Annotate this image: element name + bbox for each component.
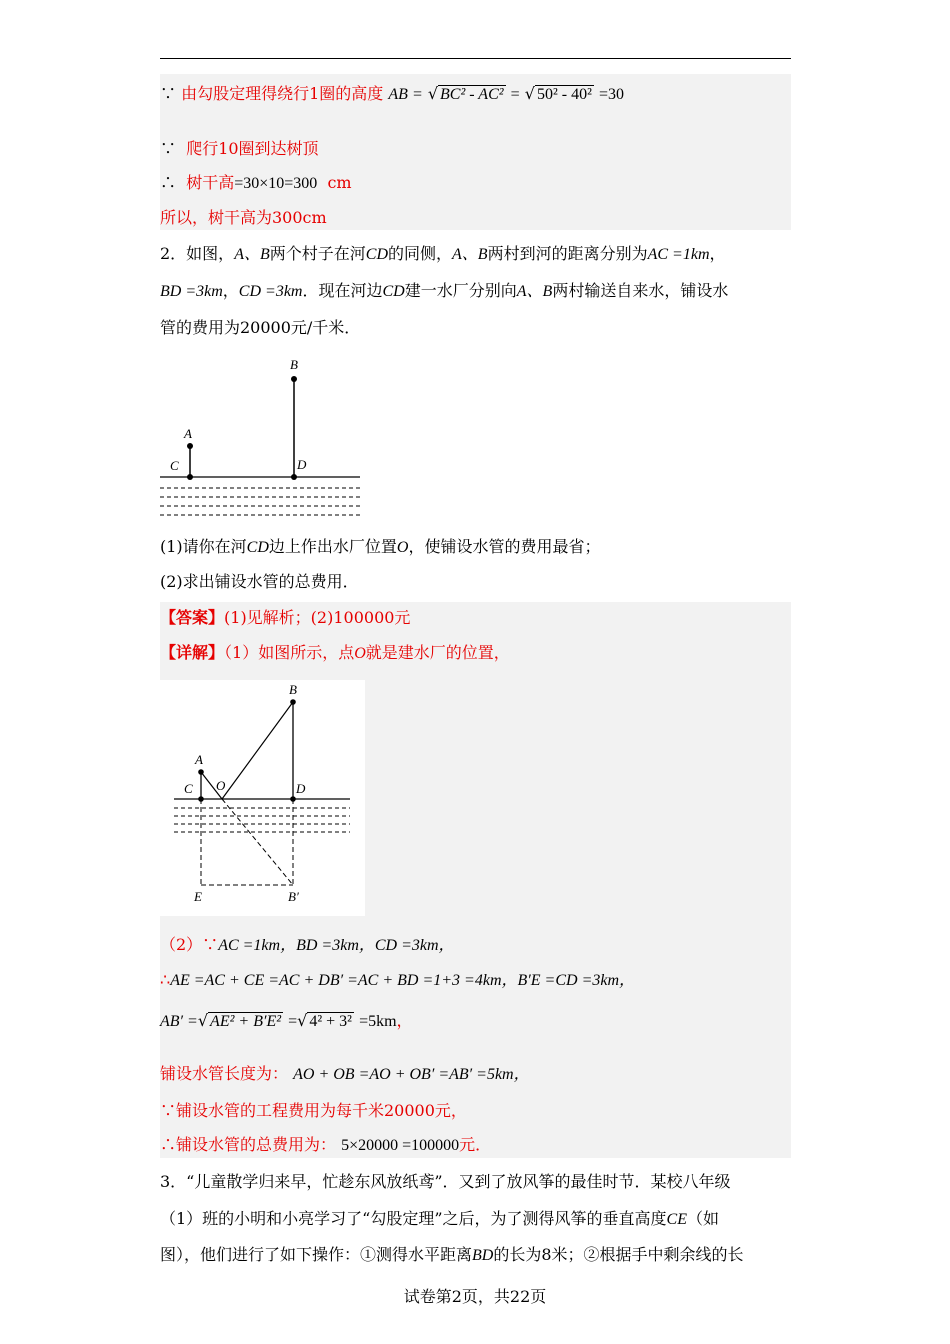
- fig1-label-a: A: [184, 426, 192, 441]
- solution-line-1: ∵ 由勾股定理得绕行1圈的高度 AB = √ BC² - AC² = √ 50² - 40² =30: [160, 84, 624, 103]
- fig2-label-e: E: [194, 889, 202, 904]
- answer-line: 【答案】(1)见解析；(2)100000元: [160, 608, 411, 627]
- fig2-label-c: C: [184, 781, 193, 796]
- figure-2: [160, 680, 365, 916]
- question-1: (1)请你在河CD边上作出水厂位置O，使铺设水管的费用最省；: [160, 537, 601, 556]
- solution-line-4: 所以，树干高为300cm: [160, 208, 327, 227]
- figure-1: [155, 352, 365, 522]
- step-4: 铺设水管长度为： AO + OB =AO + OB′ =AB′ =5km，: [160, 1064, 530, 1083]
- fig2-label-o: O: [216, 778, 226, 793]
- fig1-label-b: B: [290, 357, 298, 372]
- page-footer: 试卷第2页，共22页: [403, 1287, 547, 1306]
- fig2-label-bprime: B′: [288, 889, 299, 904]
- solution-line-3: ∴ 树干高=30×10=300 cm: [160, 173, 352, 192]
- step-5: ∵铺设水管的工程费用为每千米20000元，: [160, 1101, 467, 1120]
- problem3-line-2: （1）班的小明和小亮学习了“勾股定理”之后，为了测得风筝的垂直高度CE（如: [160, 1209, 720, 1228]
- problem3-line-1: 3．“儿童散学归来早，忙趁东风放纸鸢”．又到了放风筝的最佳时节．某校八年级: [160, 1172, 731, 1191]
- step-1: （2）∵AC =1km，BD =3km，CD =3km，: [160, 935, 455, 954]
- fig2-label-d: D: [296, 781, 306, 796]
- step-6: ∴铺设水管的总费用为： 5×20000 =100000元．: [160, 1135, 492, 1154]
- step-3: AB′ =√ AE² + B′E² =√ 4² + 3² =5km，: [160, 1011, 413, 1030]
- fig1-label-d: D: [297, 457, 307, 472]
- header-rule: [160, 58, 791, 59]
- fig2-label-b: B: [289, 682, 297, 697]
- problem2-line-1: 2．如图，A、B两个村子在河CD的同侧，A、B两村到河的距离分别为AC =1km，: [160, 244, 726, 263]
- problem2-line-2: BD =3km，CD =3km．现在河边CD建一水厂分别向A、B两村输送自来水，铺设水: [160, 281, 729, 300]
- problem2-line-3: 管的费用为20000元/千米．: [160, 318, 361, 337]
- solution-line-2: ∵ 爬行10圈到达树顶: [160, 139, 319, 158]
- problem3-line-3: 图），他们进行了如下操作：①测得水平距离BD的长为8米；②根据手中剩余线的长: [160, 1245, 744, 1264]
- fig1-label-c: C: [170, 458, 179, 473]
- question-2: (2)求出铺设水管的总费用．: [160, 572, 359, 591]
- detail-line: 【详解】（1）如图所示，点O就是建水厂的位置，: [160, 643, 510, 662]
- fig2-label-a: A: [195, 752, 203, 767]
- step-2: ∴AE =AC + CE =AC + DB′ =AC + BD =1+3 =4km，B′E =CD =3km，: [160, 970, 636, 989]
